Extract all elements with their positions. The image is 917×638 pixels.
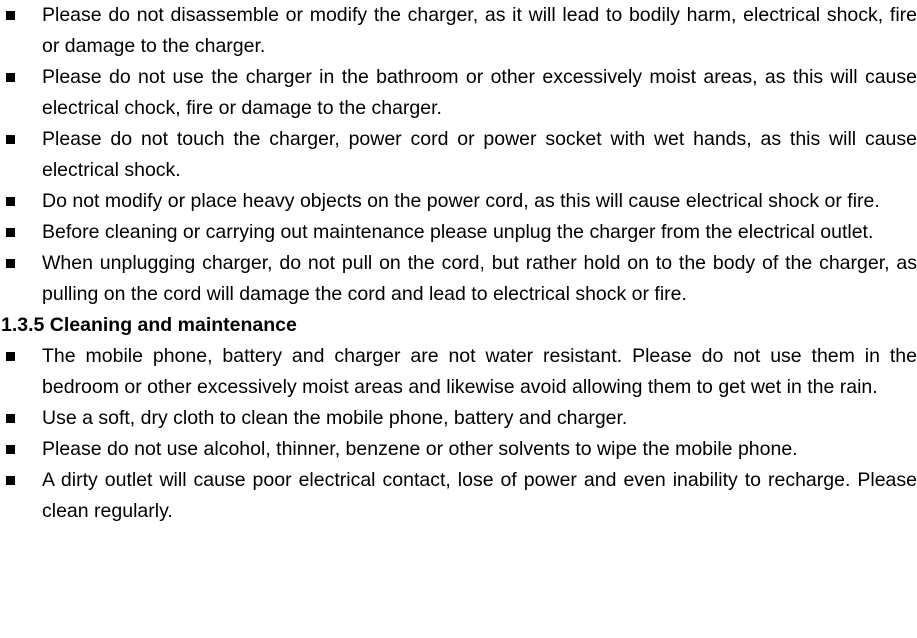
charger-safety-list: [0, 0, 917, 310]
filled-square-icon: [6, 259, 15, 268]
list-item: [0, 403, 917, 434]
list-item-text: Please do not touch the charger, power cord or power socket with wet hands, as this will cause electrical shock.: [42, 128, 917, 181]
list-item-text: A dirty outlet will cause poor electrical contact, lose of power and even inability to recharge. Please clean regularly.: [42, 469, 917, 522]
list-item-text: Use a soft, dry cloth to clean the mobile phone, battery and charger.: [42, 407, 628, 429]
list-item-text: Please do not use alcohol, thinner, benzene or other solvents to wipe the mobile phone.: [42, 438, 798, 460]
filled-square-icon: [6, 197, 15, 206]
list-item: [0, 124, 917, 186]
filled-square-icon: [6, 73, 15, 82]
filled-square-icon: [6, 414, 15, 423]
filled-square-icon: [6, 352, 15, 361]
list-item: [0, 248, 917, 310]
filled-square-icon: [6, 11, 15, 20]
list-item: [0, 341, 917, 403]
list-item: [0, 0, 917, 62]
list-item-text: Before cleaning or carrying out maintenance please unplug the charger from the electrical outlet.: [42, 221, 874, 243]
list-item-text: The mobile phone, battery and charger are not water resistant. Please do not use them in the bedroom or other excessively moist areas and likewise avoid allowing them to get wet in the rain.: [42, 345, 917, 398]
section-heading: 1.3.5 Cleaning and maintenance: [1, 314, 297, 336]
list-item: [0, 217, 917, 248]
cleaning-maintenance-list: [0, 341, 917, 527]
list-item-text: Please do not use the charger in the bathroom or other excessively moist areas, as this will cause electrical chock, fire or damage to the charger.: [42, 66, 917, 119]
list-item: [0, 434, 917, 465]
list-item: [0, 465, 917, 527]
filled-square-icon: [6, 135, 15, 144]
list-item: [0, 62, 917, 124]
list-item-text: Do not modify or place heavy objects on the power cord, as this will cause electrical shock or fire.: [42, 190, 880, 212]
filled-square-icon: [6, 445, 15, 454]
filled-square-icon: [6, 476, 15, 485]
list-item: [0, 186, 917, 217]
list-item-text: Please do not disassemble or modify the charger, as it will lead to bodily harm, electrical shock, fire or damage to the charger.: [42, 4, 917, 57]
list-item-text: When unplugging charger, do not pull on the cord, but rather hold on to the body of the charger, as pulling on the cord will damage the cord and lead to electrical shock or fire.: [42, 252, 917, 305]
filled-square-icon: [6, 228, 15, 237]
